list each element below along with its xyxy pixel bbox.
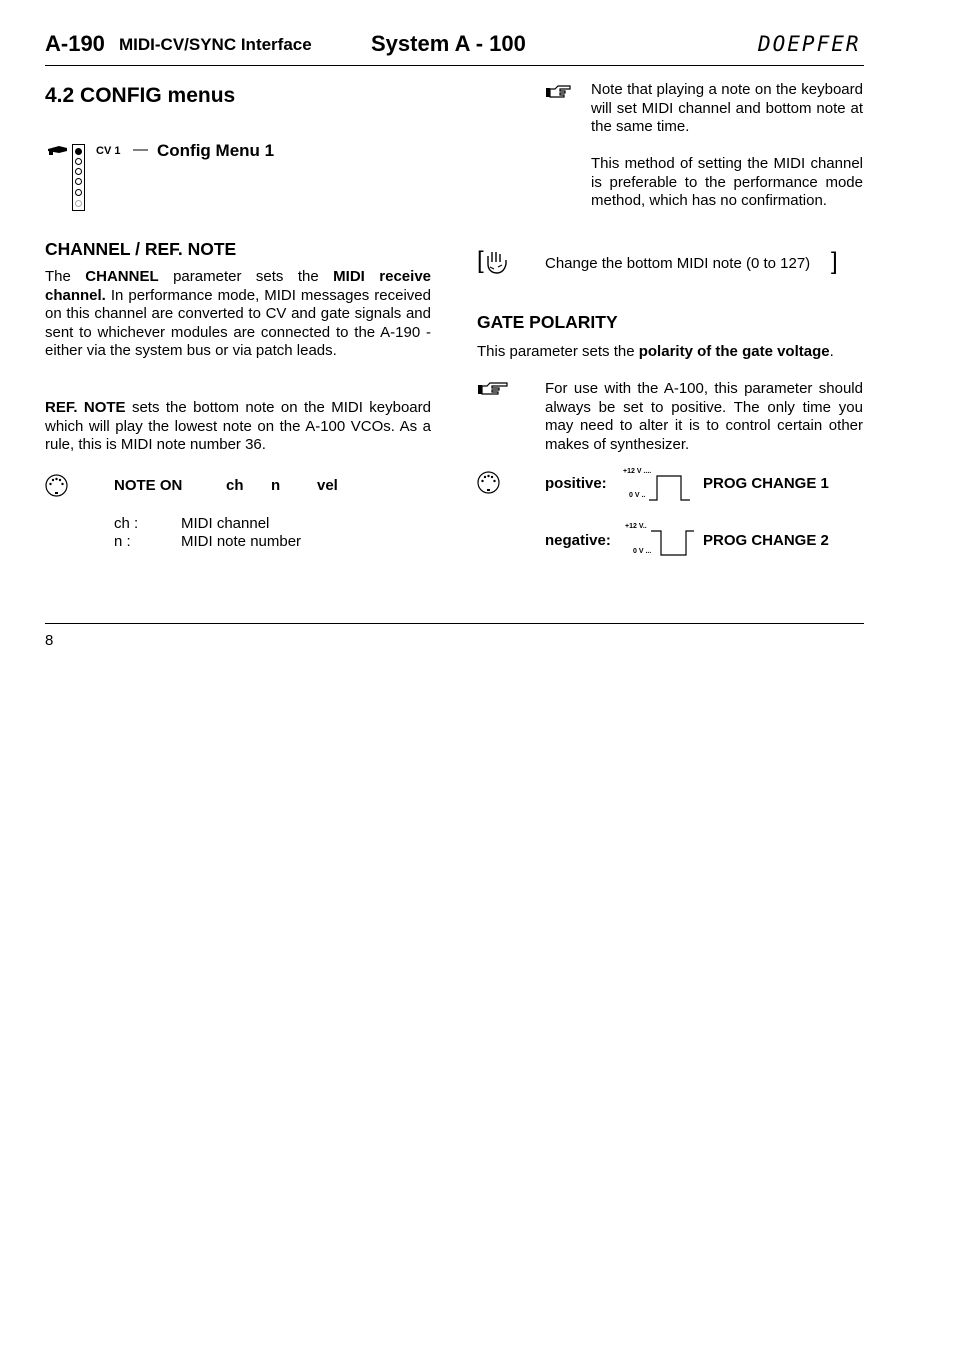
arrow-pointer-icon <box>47 144 69 156</box>
footer-rule <box>45 623 864 624</box>
midi-socket-icon <box>477 471 500 494</box>
note-on-label: NOTE ON <box>114 477 183 494</box>
led <box>75 189 82 196</box>
gate-heading: GATE POLARITY <box>477 312 618 332</box>
gate-intro: This parameter sets the polarity of the gate voltage. <box>477 343 834 360</box>
bracket-open: [ <box>477 247 484 274</box>
n-label: n <box>271 477 281 494</box>
cv-label: CV 1 <box>96 145 121 157</box>
def-key: ch : <box>114 515 139 532</box>
channel-heading: CHANNEL / REF. NOTE <box>45 239 237 259</box>
module-model: A-190 <box>45 31 105 56</box>
midi-socket-icon <box>45 474 68 497</box>
change-note-text: Change the bottom MIDI note (0 to 127) <box>545 255 811 272</box>
pointing-hand-icon <box>545 84 572 99</box>
negative-high-voltage: +12 V.. <box>625 523 647 530</box>
menu-dash: — <box>133 141 148 158</box>
led <box>75 200 82 207</box>
led <box>75 178 82 185</box>
def-value: MIDI channel <box>181 515 270 532</box>
note-keyboard: Note that playing a note on the keyboard will set MIDI channel and bottom note at the same time. <box>591 81 863 136</box>
ch-label: ch <box>226 477 244 494</box>
led-active <box>75 148 82 155</box>
led-column-icon <box>72 144 85 211</box>
gate-note: For use with the A-100, this parameter should always be set to positive. The only time you may need to alter it is to control certain other makes of synthesizer. <box>545 380 863 453</box>
pointing-hand-icon <box>477 381 510 396</box>
negative-gate-waveform <box>651 529 695 557</box>
header-rule <box>45 65 864 66</box>
note-method: This method of setting the MIDI channel is preferable to the performance mode method, which has no confirmation. <box>591 155 863 210</box>
negative-label: negative: <box>545 532 611 549</box>
led <box>75 158 82 165</box>
bracket-close: ] <box>831 248 838 275</box>
positive-low-voltage: 0 V .. <box>629 492 646 499</box>
channel-paragraph: The CHANNEL parameter sets the MIDI receive channel. In performance mode, MIDI messages received on this channel are converted to CV and gate signals and sent to whichever modules are connected to the A-190 - either via the system bus or via patch leads. <box>45 268 431 360</box>
led <box>75 168 82 175</box>
brand-logo: DOEPFER <box>758 32 861 56</box>
prog-change-1: PROG CHANGE 1 <box>703 475 829 492</box>
hand-icon <box>484 250 508 274</box>
positive-gate-waveform <box>649 474 691 502</box>
positive-label: positive: <box>545 475 607 492</box>
system-title: System A - 100 <box>371 31 526 56</box>
def-value: MIDI note number <box>181 533 302 550</box>
def-key: n : <box>114 533 131 550</box>
positive-high-voltage: +12 V .... <box>623 468 652 475</box>
ref-note-paragraph: REF. NOTE sets the bottom note on the MIDI keyboard which will play the lowest note on the A-100 VCOs. As a rule, this is MIDI note number 36. <box>45 399 431 454</box>
page-number: 8 <box>45 632 54 649</box>
section-title: 4.2 CONFIG menus <box>45 84 236 107</box>
prog-change-2: PROG CHANGE 2 <box>703 532 829 549</box>
vel-label: vel <box>317 477 338 494</box>
module-subtitle: MIDI-CV/SYNC Interface <box>119 35 312 54</box>
menu-title: Config Menu 1 <box>157 141 275 160</box>
negative-low-voltage: 0 V ... <box>633 548 652 555</box>
